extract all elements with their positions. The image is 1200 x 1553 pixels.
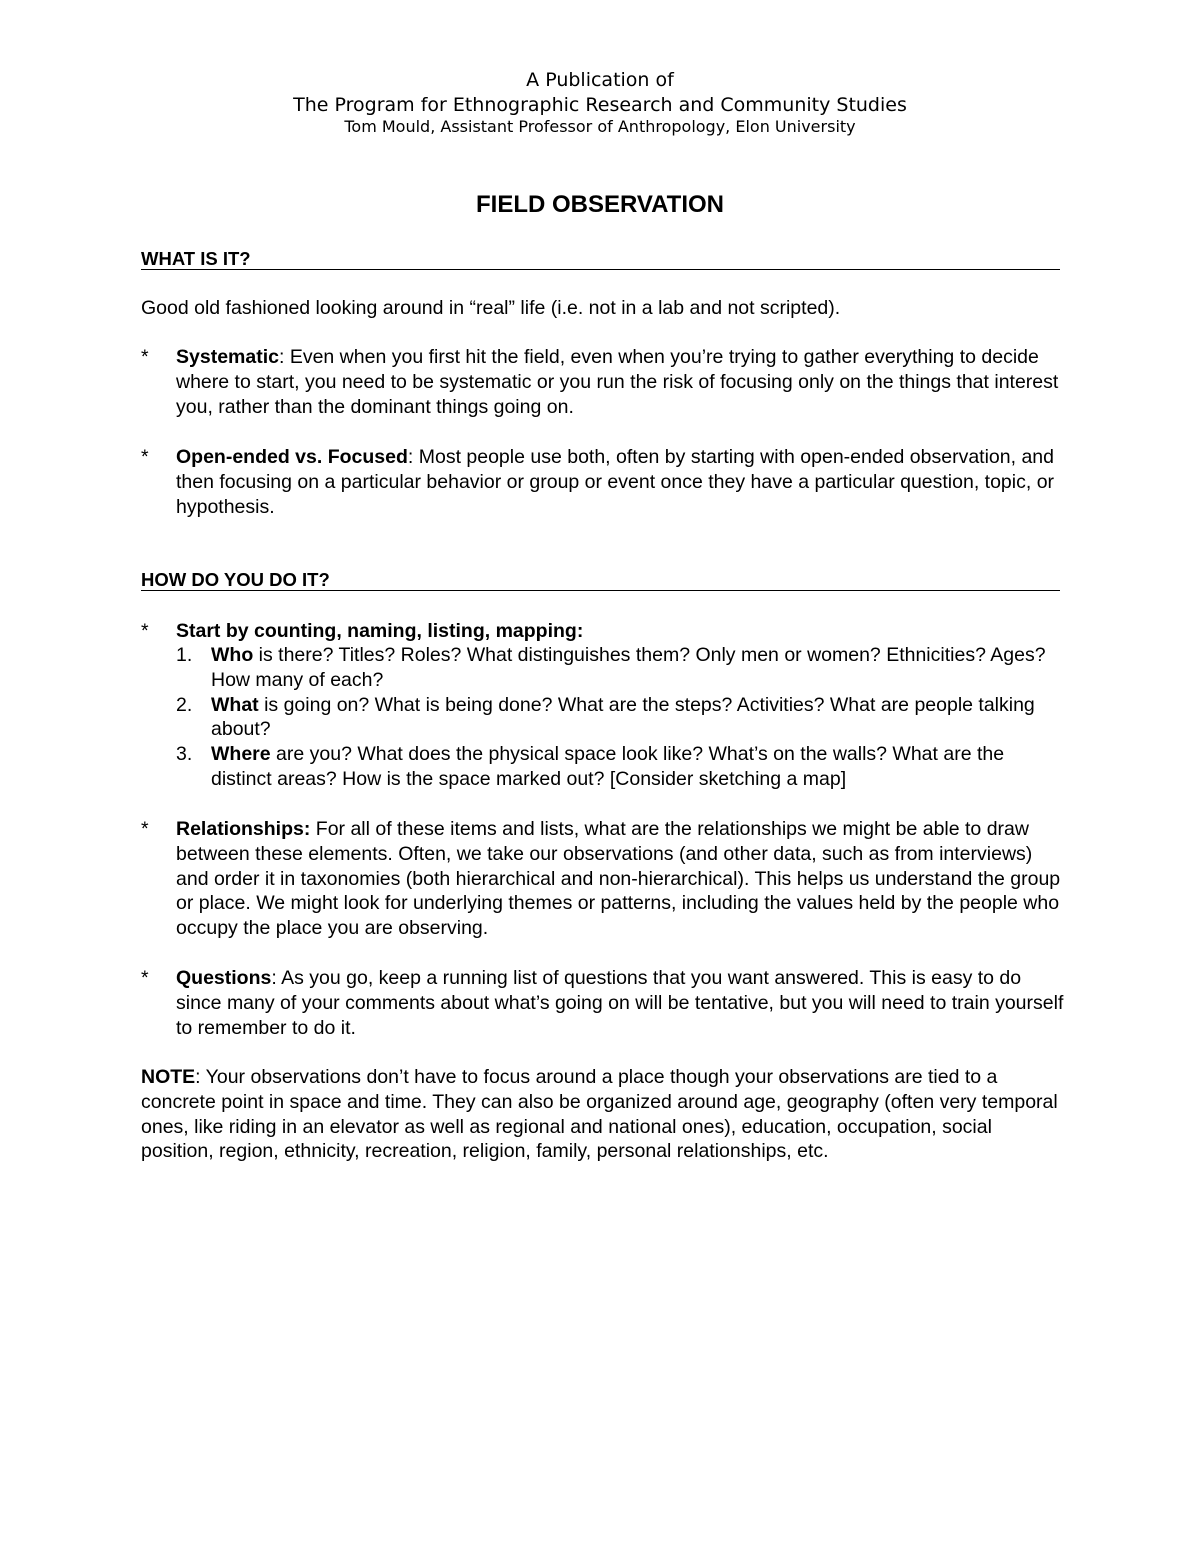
program-name: The Program for Ethnographic Research and Community Studies	[293, 94, 907, 116]
note-text: : Your observations don’t have to focus around a place though your observations are tied to a concrete point in space and time. They can also be organized around age, geography (often very temporal ones, like riding in an elevator as well as regional and national ones), education, occupation, social position, region, ethnicity, recreation, religion, family, personal relationships, etc.	[141, 1066, 1058, 1163]
bullet-content	[176, 966, 1066, 1040]
masthead	[0, 68, 1200, 137]
list-item	[176, 643, 1066, 693]
list-text: is going on? What is being done? What are the steps? Activities? What are people talking about?	[211, 693, 1035, 741]
note-label: NOTE	[141, 1066, 196, 1088]
bullet-term: Questions	[176, 967, 272, 989]
bullet-content	[176, 445, 1066, 519]
intro-paragraph: Good old fashioned looking around in “real” life (i.e. not in a lab and not scripted).	[141, 297, 841, 319]
section-heading-how: HOW DO YOU DO IT?	[141, 568, 1060, 591]
bullet-marker: *	[141, 818, 149, 840]
list-number: 1.	[176, 644, 193, 666]
bullet-marker: *	[141, 967, 149, 989]
bullet-content	[176, 817, 1066, 941]
bullet-marker: *	[141, 346, 149, 368]
bullet-content	[176, 619, 1066, 644]
numbered-list	[176, 643, 1066, 792]
bullet-text: : As you go, keep a running list of questions that you want answered. This is easy to do since many of your comments about what’s going on will be tentative, but you will need to train yourself to remember to do it.	[176, 967, 1064, 1039]
list-item	[176, 742, 1066, 792]
publication-line: A Publication of	[526, 69, 674, 91]
list-number: 3.	[176, 743, 193, 766]
list-term: Who	[211, 644, 254, 666]
author-line: Tom Mould, Assistant Professor of Anthropology, Elon University	[344, 117, 856, 136]
bullet-term: Systematic	[176, 346, 279, 368]
list-number: 2.	[176, 693, 193, 716]
bullet-marker: *	[141, 620, 149, 642]
list-item	[176, 693, 1066, 743]
bullet-text: : Most people use both, often by starting with open-ended observation, and then focusing on a particular behavior or group or event once they have a particular question, topic, or hypothesis.	[176, 446, 1055, 518]
bullet-text: : Even when you first hit the field, even when you’re trying to gather everything to decide where to start, you need to be systematic or you run the risk of focusing only on the things that interest you, rather than the dominant things going on.	[176, 346, 1059, 418]
note-paragraph	[141, 1065, 1066, 1164]
bullet-marker: *	[141, 446, 149, 468]
bullet-text: For all of these items and lists, what are the relationships we might be able to draw between these elements. Often, we take our observations (and other data, such as from interviews) and order it in taxonomies (both hierarchical and non-hierarchical). This helps us understand the group or place. We might look for underlying themes or patterns, including the values held by the people who occupy the place you are observing.	[176, 818, 1061, 940]
list-text: are you? What does the physical space look like? What’s on the walls? What are the distinct areas? How is the space marked out? [Consider sketching a map]	[211, 743, 1005, 790]
page-title: FIELD OBSERVATION	[475, 191, 724, 218]
list-text: is there? Titles? Roles? What distinguishes them? Only men or women? Ethnicities? Ages? How many of each?	[211, 644, 1046, 691]
bullet-term: Open-ended vs. Focused	[176, 446, 408, 468]
bullet-term: Start by counting, naming, listing, mapping:	[176, 620, 584, 642]
list-term: Where	[211, 743, 271, 766]
list-term: What	[211, 693, 259, 716]
bullet-term: Relationships:	[176, 818, 311, 840]
bullet-content	[176, 345, 1066, 419]
section-heading-what: WHAT IS IT?	[141, 247, 1060, 270]
